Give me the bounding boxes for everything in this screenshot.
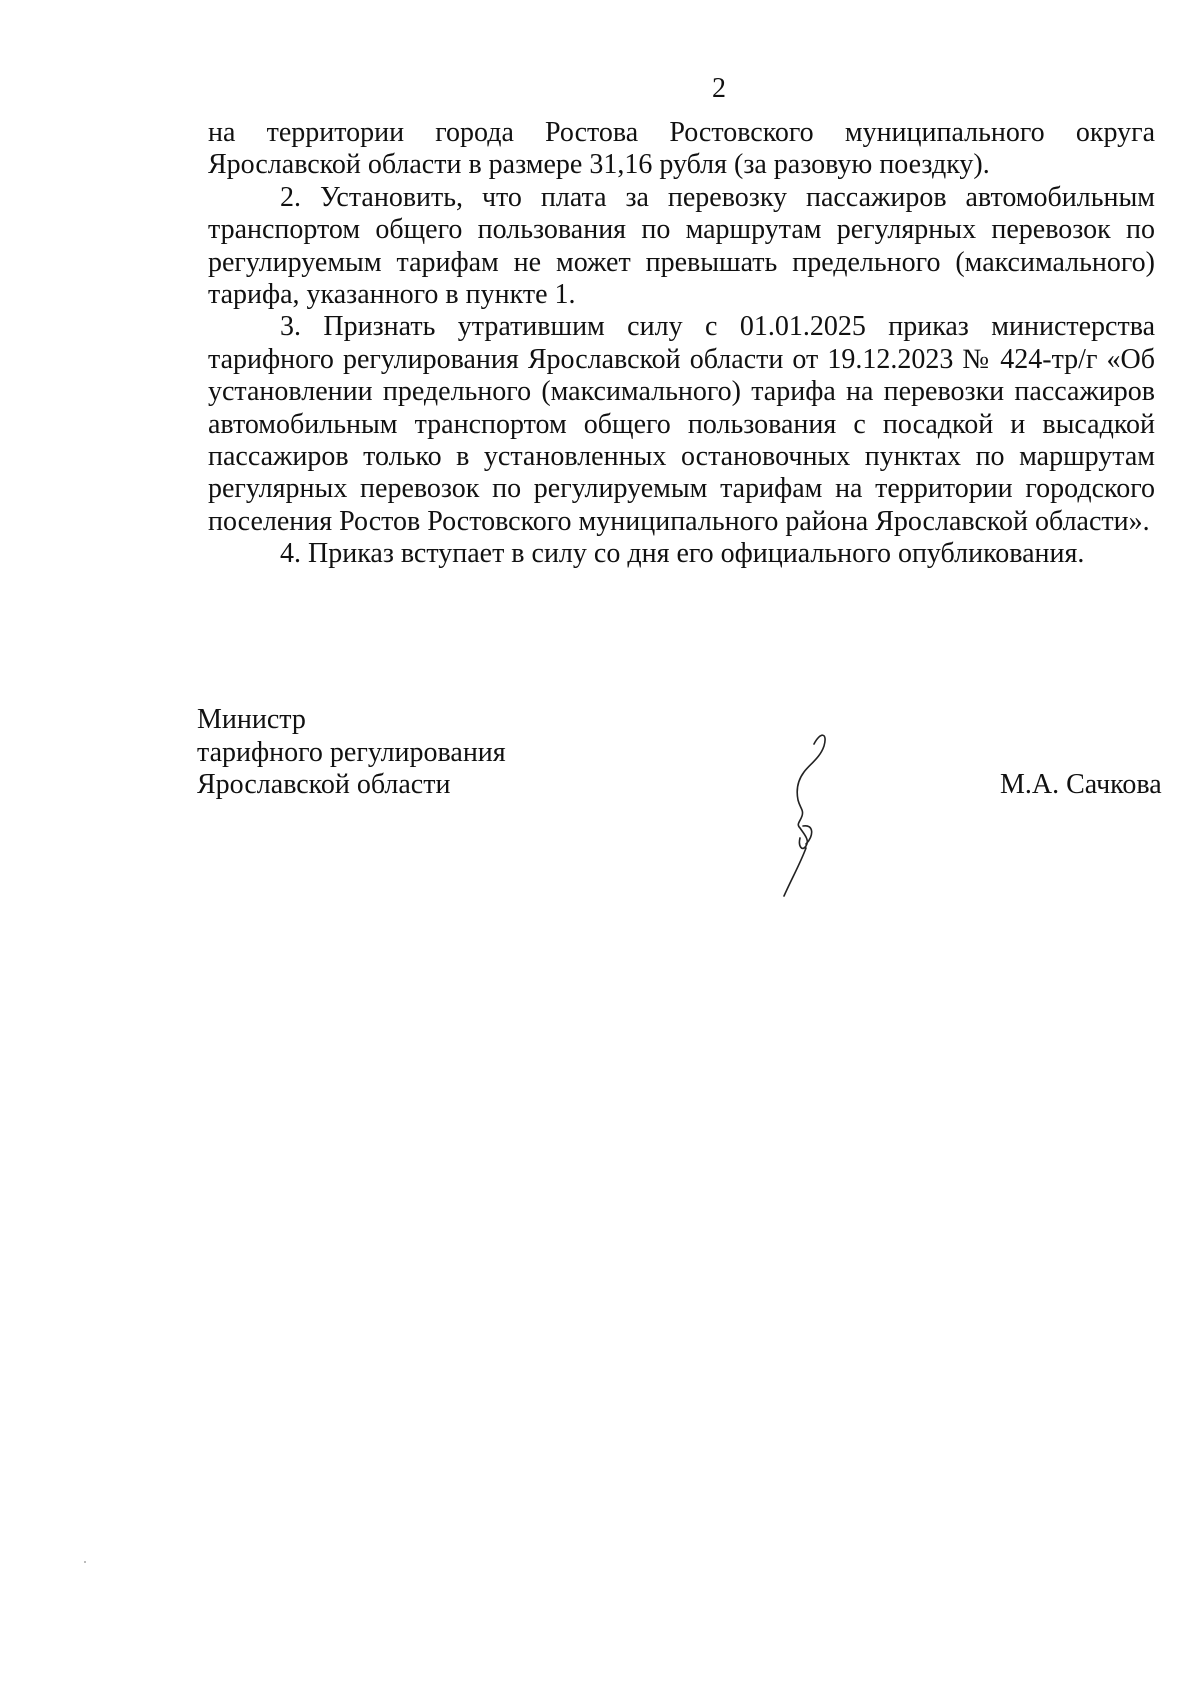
signatory-title-line: Ярославской области (197, 769, 451, 800)
signer-name: М.А. Сачкова (1000, 769, 1162, 800)
document-body (208, 117, 1155, 571)
signatory-title-block (197, 704, 506, 802)
handwritten-signature (770, 728, 850, 908)
scan-artifact (84, 1561, 86, 1563)
paragraph-item-3: 3. Признать утратившим силу с 01.01.2025 приказ министерства тарифного регулирования Ярославской области от 19.12.2023 № 424-тр/г «Об установлении предельного (максимального) тарифа на перевозки пассажиров автомобильным транспортом общего пользования с посадкой и высадкой пассажиров только в установленных остановочных пунктах по маршрутам регулярных перевозок по регулируемым тарифам на территории городского поселения Ростов Ростовского муниципального района Ярославской области». (208, 311, 1155, 537)
paragraph-continuation: на территории города Ростова Ростовского муниципального округа Ярославской области в размере 31,16 рубля (за разовую поездку). (208, 117, 1155, 181)
signatory-title-line: Министр (197, 704, 306, 735)
paragraph-item-2: 2. Установить, что плата за перевозку пассажиров автомобильным транспортом общего пользования по маршрутам регулярных перевозок по регулируемым тарифам не может превышать предельного (максимального) тарифа, указанного в пункте 1. (208, 181, 1155, 311)
paragraph-item-4: 4. Приказ вступает в силу со дня его официального опубликования. (280, 538, 1085, 570)
page-number: 2 (712, 73, 726, 104)
signatory-title-line: тарифного регулирования (197, 736, 506, 768)
